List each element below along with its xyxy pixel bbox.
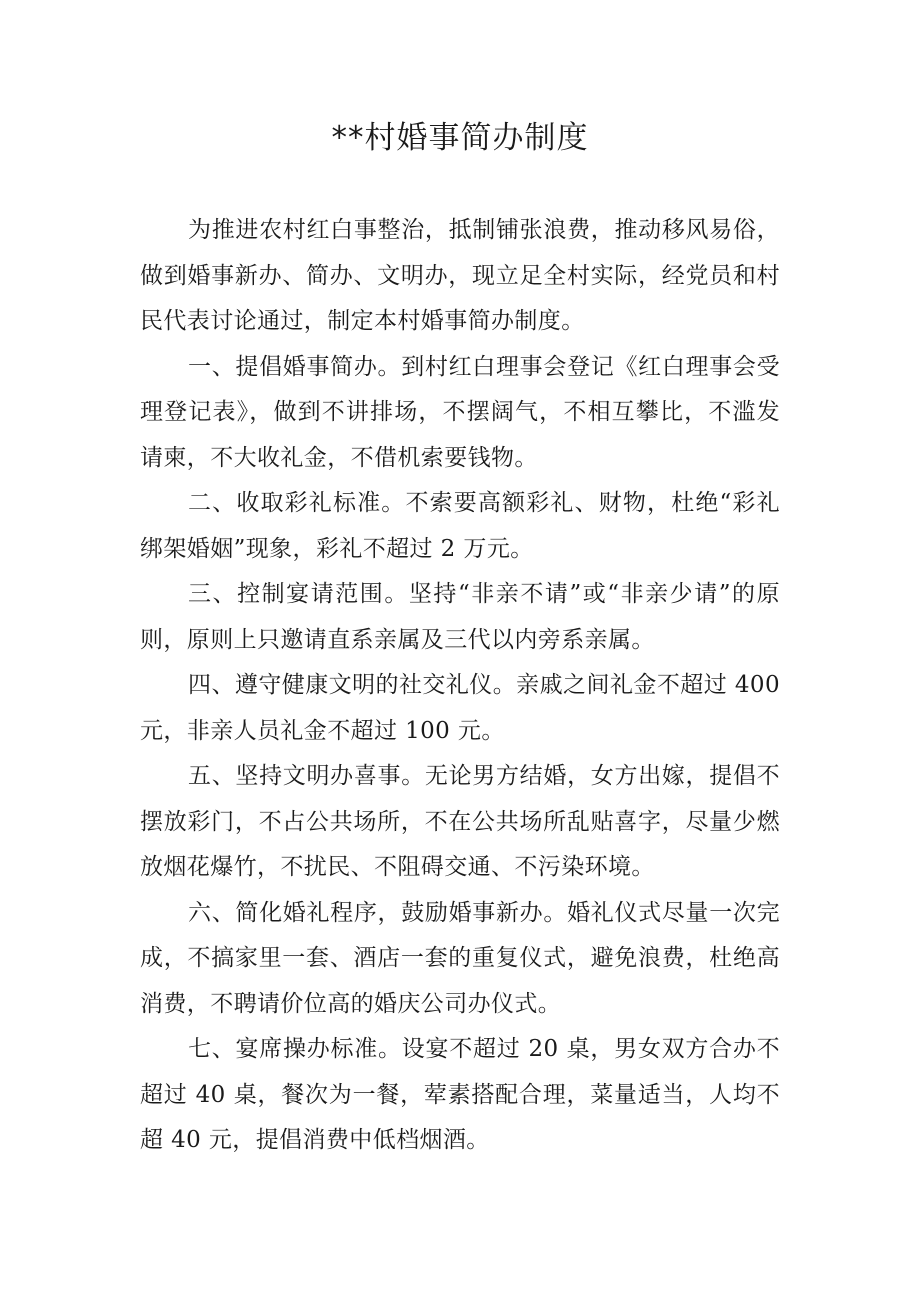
paragraph-intro: 为推进农村红白事整治，抵制铺张浪费，推动移风易俗，做到婚事新办、简办、文明办，现立足全村实际，经党员和村民代表讨论通过，制定本村婚事简办制度。 bbox=[140, 217, 780, 334]
document-title: **村婚事简办制度 bbox=[331, 120, 589, 156]
paragraph-item-5: 五、坚持文明办喜事。无论男方结婚，女方出嫁，提倡不摆放彩门，不占公共场所，不在公共场所乱贴喜字，尽量少燃放烟花爆竹，不扰民、不阻碍交通、不污染环境。 bbox=[140, 763, 780, 880]
paragraph-item-2: 二、收取彩礼标准。不索要高额彩礼、财物，杜绝“彩礼绑架婚姻”现象，彩礼不超过 2 万元。 bbox=[140, 490, 780, 562]
paragraph-item-6: 六、简化婚礼程序，鼓励婚事新办。婚礼仪式尽量一次完成，不搞家里一套、酒店一套的重复仪式，避免浪费，杜绝高消费，不聘请价位高的婚庆公司办仪式。 bbox=[140, 899, 780, 1017]
paragraph-item-4: 四、遵守健康文明的社交礼仪。亲戚之间礼金不超过 400 元，非亲人员礼金不超过 100 元。 bbox=[140, 672, 780, 744]
document-body bbox=[140, 208, 780, 1164]
paragraph-item-1: 一、提倡婚事简办。到村红白理事会登记《红白理事会受理登记表》，做到不讲排场，不摆阔气，不相互攀比，不滥发请柬，不大收礼金，不借机索要钱物。 bbox=[140, 353, 780, 471]
paragraph-item-3: 三、控制宴请范围。坚持“非亲不请”或“非亲少请”的原则，原则上只邀请直系亲属及三代以内旁系亲属。 bbox=[140, 581, 780, 653]
paragraph-item-7: 七、宴席操办标准。设宴不超过 20 桌，男女双方合办不超过 40 桌，餐次为一餐，荤素搭配合理，菜量适当，人均不超 40 元，提倡消费中低档烟酒。 bbox=[140, 1036, 780, 1153]
